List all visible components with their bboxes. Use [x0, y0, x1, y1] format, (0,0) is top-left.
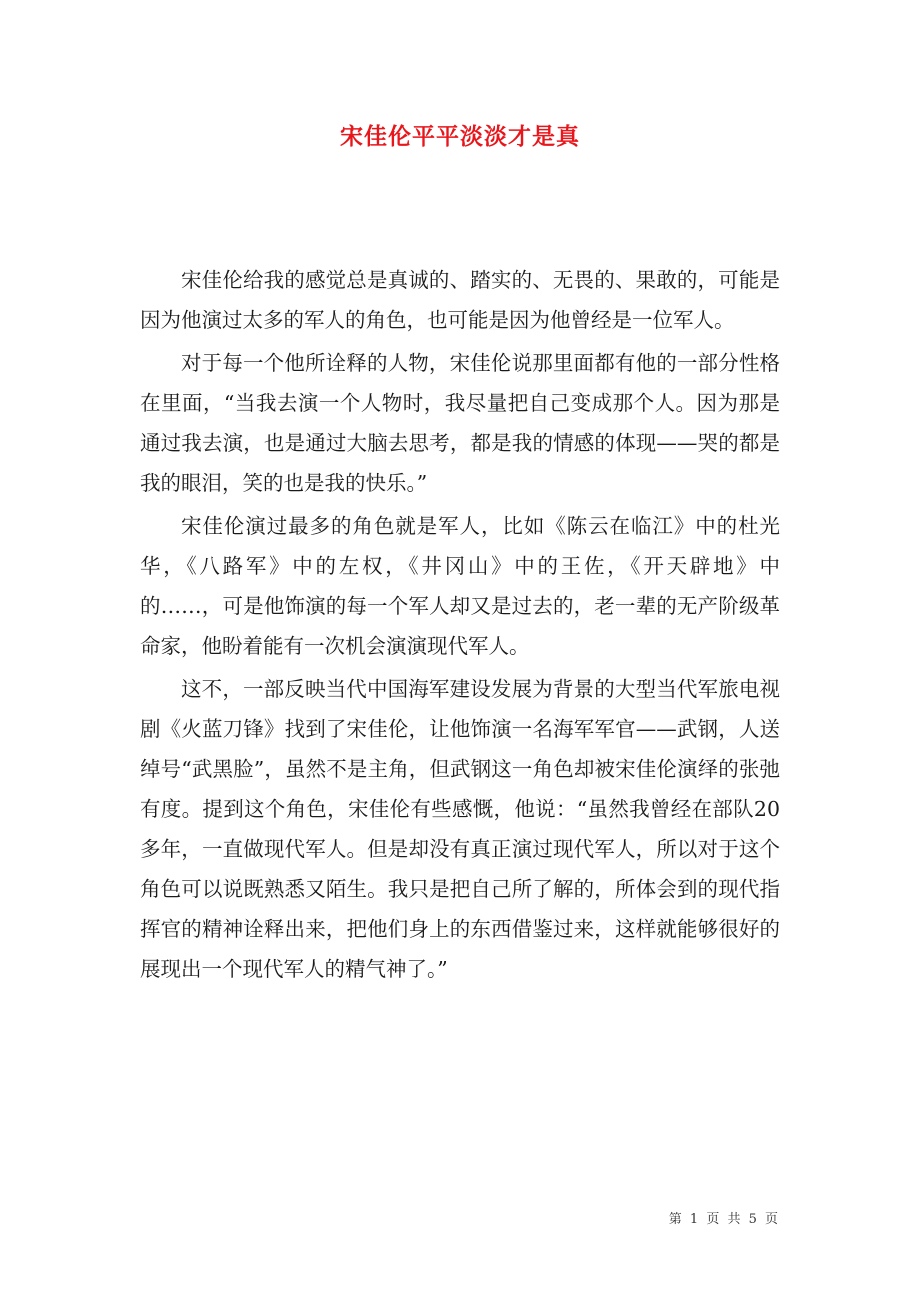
document-title: 宋佳伦平平淡淡才是真: [340, 123, 580, 150]
paragraph-3: 宋佳伦演过最多的角色就是军人，比如《陈云在临江》中的杜光华，《八路军》中的左权，《井冈山》中的王佐，《开天辟地》中的……，可是他饰演的每一个军人却又是过去的，老一辈的无产阶级革命家，他盼着能有一次机会演演现代军人。: [140, 514, 780, 658]
paragraph-2: 对于每一个他所诠释的人物，宋佳伦说那里面都有他的一部分性格在里面，“当我去演一个人物时，我尽量把自己变成那个人。因为那是通过我去演，也是通过大脑去思考，都是我的情感的体现——哭的都是我的眼泪，笑的也是我的快乐。”: [140, 351, 780, 495]
page-number: 第 1 页 共 5 页: [668, 1212, 780, 1227]
paragraph-1: 宋佳伦给我的感觉总是真诚的、踏实的、无畏的、果敢的，可能是因为他演过太多的军人的角色，也可能是因为他曾经是一位军人。: [140, 268, 780, 332]
paragraph-4: 这不，一部反映当代中国海军建设发展为背景的大型当代军旅电视剧《火蓝刀锋》找到了宋佳伦，让他饰演一名海军军官——武钢，人送绰号“武黑脸”，虽然不是主角，但武钢这一角色却被宋佳伦演绎的张弛有度。提到这个角色，宋佳伦有些感慨，他说：“虽然我曾经在部队20多年，一直做现代军人。但是却没有真正演过现代军人，所以对于这个角色可以说既熟悉又陌生。我只是把自己所了解的，所体会到的现代指挥官的精神诠释出来，把他们身上的东西借鉴过来，这样就能够很好的展现出一个现代军人的精气神了。”: [140, 677, 780, 981]
document-body: [140, 260, 780, 992]
